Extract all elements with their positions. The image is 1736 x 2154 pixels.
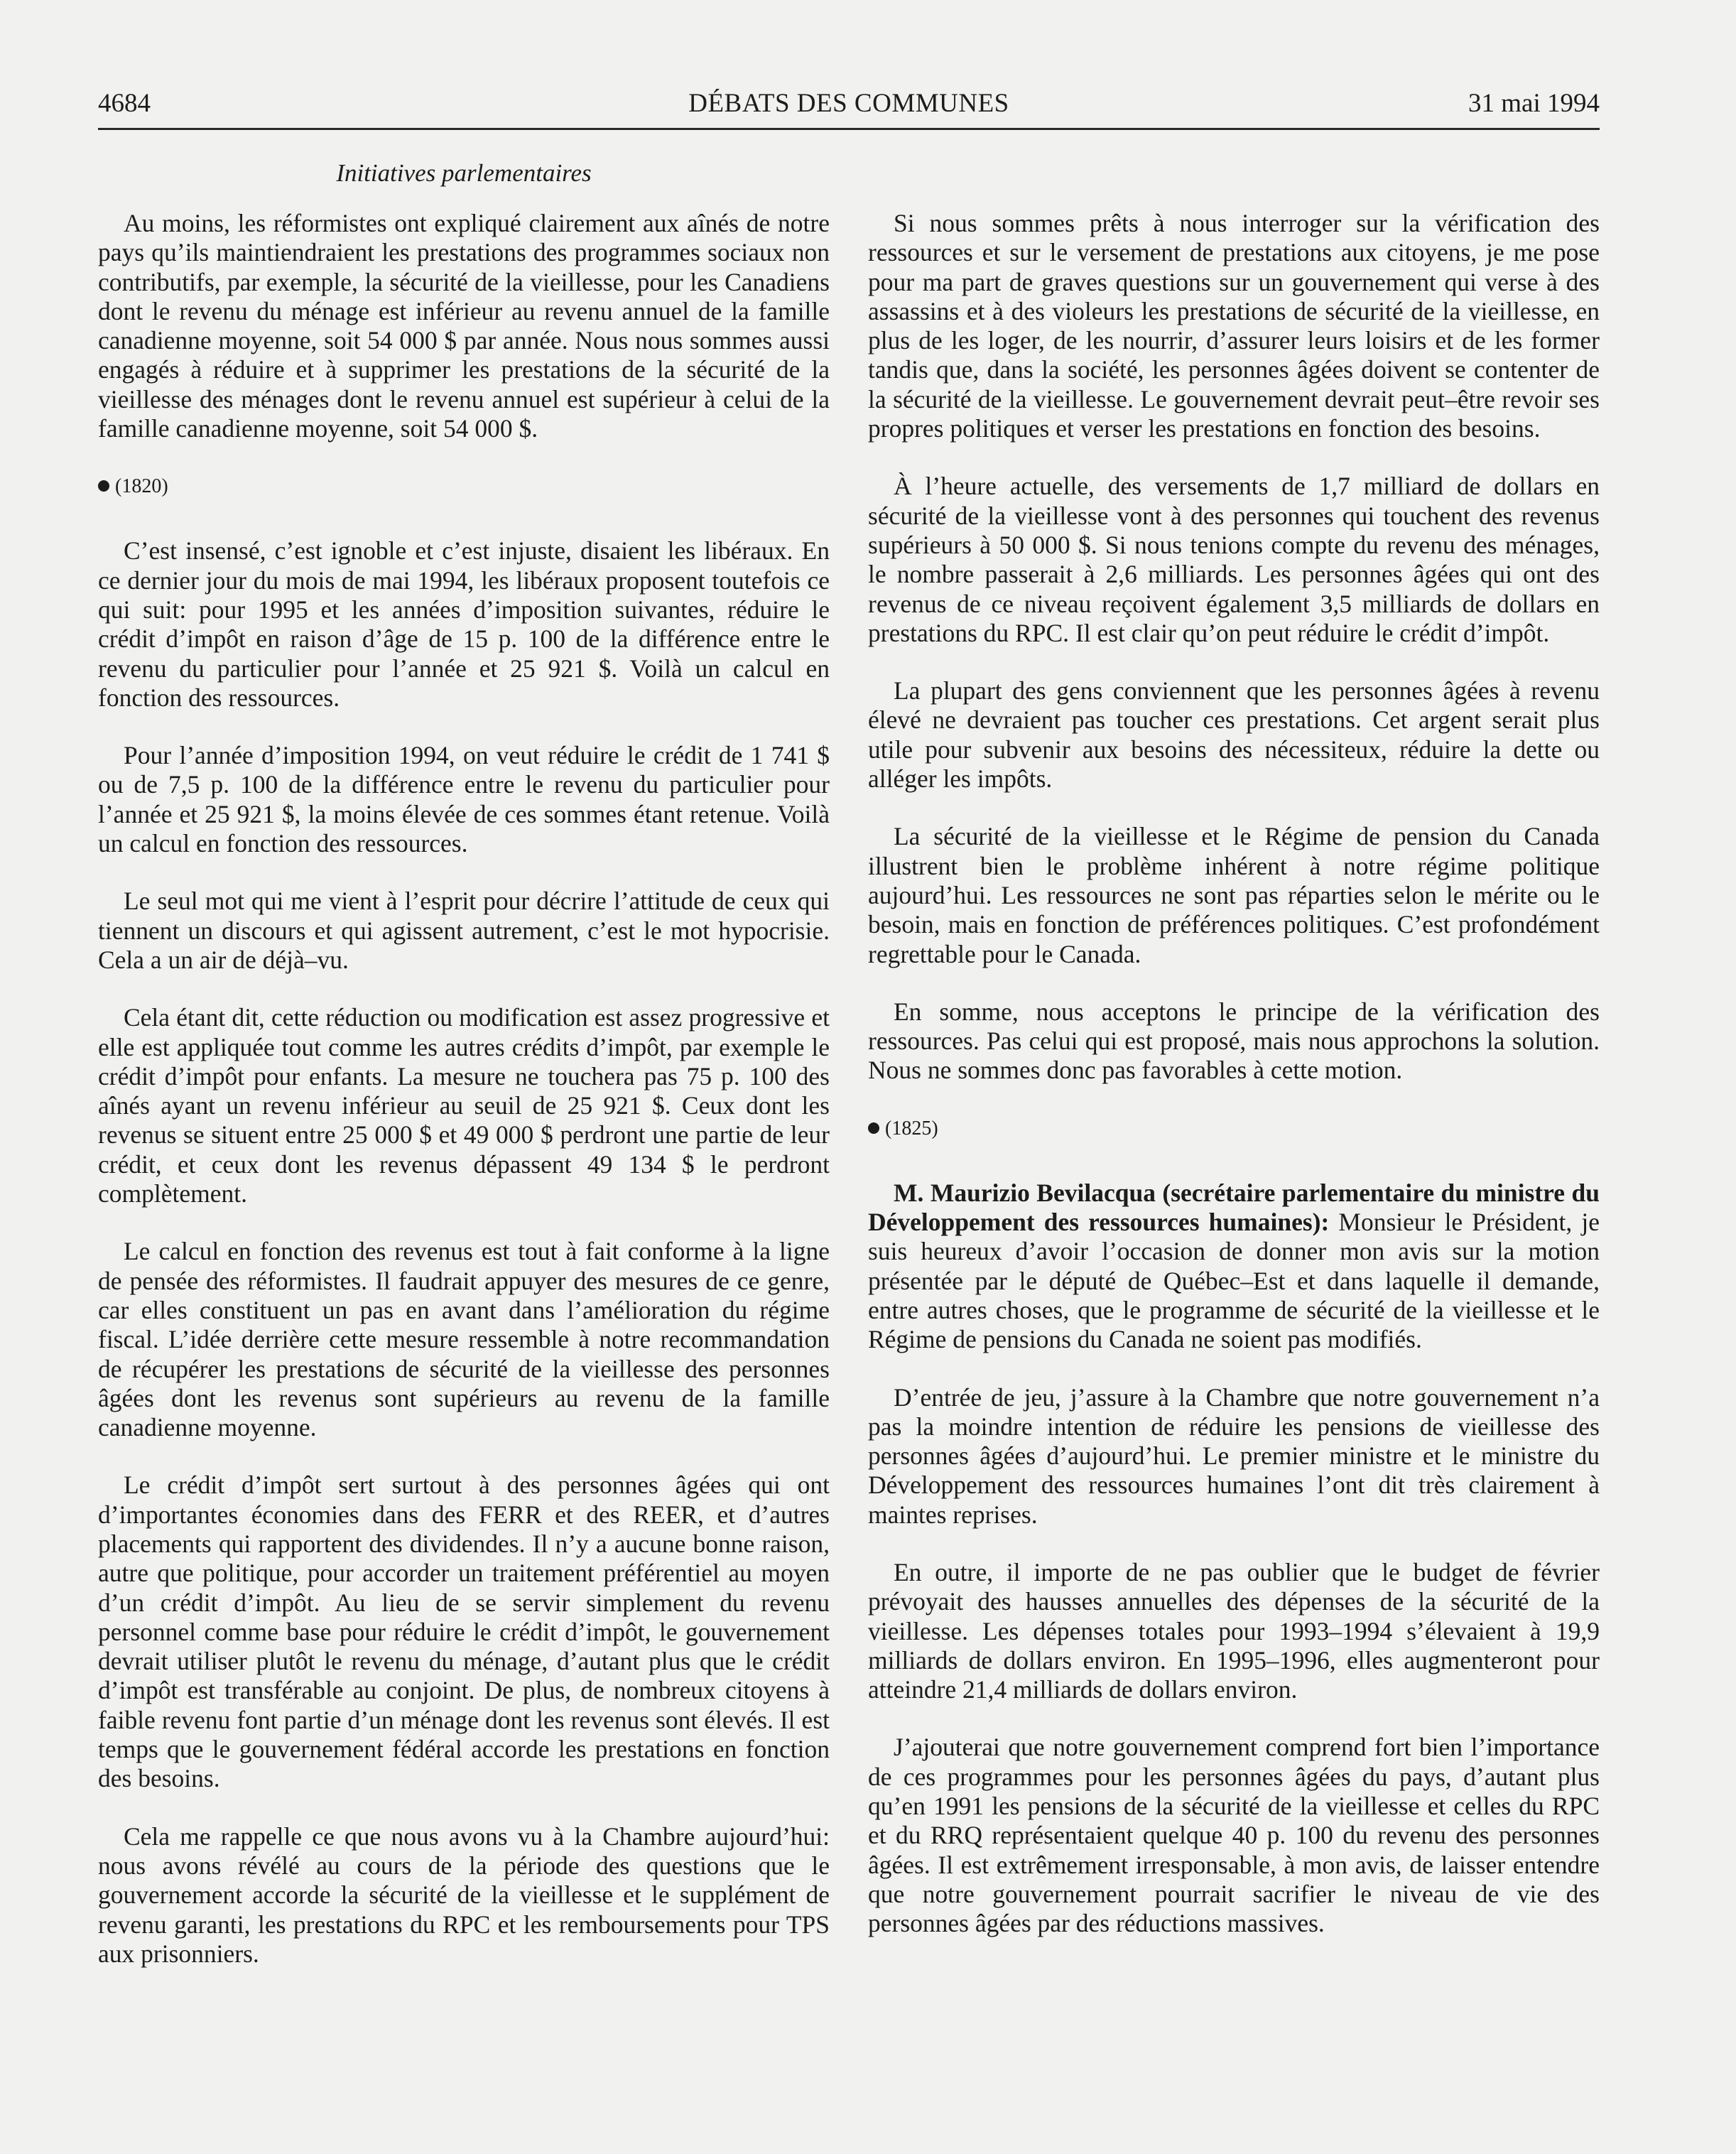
paragraph: Au moins, les réformistes ont expliqué clairement aux aînés de notre pays qu’ils maintiendraient les prestations des programmes sociaux non contributifs, par exemple, la sécurité de la vieillesse, pour les Canadiens dont le revenu du ménage est inférieur au revenu annuel de la famille canadienne moyenne, soit 54 000 $ par année. Nous nous sommes aussi engagés à réduire et à supprimer les prestations de la sécurité de la vieillesse des ménages dont le revenu annuel est supérieur à celui de la famille canadienne moyenne, soit 54 000 $. — [98, 209, 830, 443]
paragraph: En somme, nous acceptons le principe de la vérification des ressources. Pas celui qui est proposé, mais nous approchons la solution. Nous ne sommes donc pas favorables à cette motion. — [868, 997, 1600, 1085]
time-marker — [98, 472, 830, 501]
publication-title: DÉBATS DES COMMUNES — [688, 89, 1009, 118]
section-title: Initiatives parlementaires — [336, 159, 592, 187]
bullet-icon — [868, 1122, 879, 1134]
paragraph: Pour l’année d’imposition 1994, on veut réduire le crédit de 1 741 $ ou de 7,5 p. 100 de la différence entre le revenu du particulier pour l’année et 25 921 $, la moins élevée de ces sommes étant retenue. Voilà un calcul en fonction des ressources. — [98, 741, 830, 858]
time-marker-label: (1820) — [115, 475, 168, 498]
paragraph: La sécurité de la vieillesse et le Régime de pension du Canada illustrent bien le problème inhérent à notre régime politique aujourd’hui. Les ressources ne sont pas réparties selon le mérite ou le besoin, mais en fonction de préférences politiques. C’est profondément regrettable pour le Canada. — [868, 822, 1600, 968]
page-number: 4684 — [98, 89, 151, 118]
time-marker — [868, 1114, 1600, 1143]
paragraph: Le crédit d’impôt sert surtout à des personnes âgées qui ont d’importantes économies dans des FERR et des REER, et d’autres placements qui rapportent des dividendes. Il n’y a aucune bonne raison, autre que politique, pour accorder un traitement préférentiel au moyen d’un crédit d’impôt. Au lieu de se servir simplement du revenu personnel comme base pour réduire le crédit d’impôt, le gouvernement devrait utiliser plutôt le revenu du ménage, d’autant plus que le crédit d’impôt est transférable au conjoint. De plus, de nombreux citoyens à faible revenu font partie d’un ménage dont les revenus sont élevés. Il est temps que le gouvernement fédéral accorde les prestations en fonction des besoins. — [98, 1471, 830, 1793]
time-marker-label: (1825) — [885, 1117, 938, 1140]
paragraph: Cela me rappelle ce que nous avons vu à la Chambre aujourd’hui: nous avons révélé au cours de la période des questions que le gouvernement accorde la sécurité de la vieillesse et le supplément de revenu garanti, les prestations du RPC et les remboursements pour TPS aux prisonniers. — [98, 1822, 830, 1968]
header-rule — [98, 128, 1600, 130]
left-column — [98, 209, 830, 1997]
paragraph: Le calcul en fonction des revenus est tout à fait conforme à la ligne de pensée des réformistes. Il faudrait appuyer des mesures de ce genre, car elles constituent un pas en avant dans l’amélioration du régime fiscal. L’idée derrière cette mesure ressemble à notre recommandation de récupérer les prestations de sécurité de la vieillesse des personnes âgées dont les revenus sont supérieurs au revenu de la famille canadienne moyenne. — [98, 1237, 830, 1442]
paragraph: J’ajouterai que notre gouvernement comprend fort bien l’importance de ces programmes pour les personnes âgées du pays, d’autant plus qu’en 1991 les pensions de la sécurité de la vieillesse et celles du RPC et du RRQ représentaient quelque 40 p. 100 du revenu des personnes âgées. Il est extrêmement irresponsable, à mon avis, de laisser entendre que notre gouvernement pourrait sacrifier le niveau de vie des personnes âgées par des réductions massives. — [868, 1733, 1600, 1938]
paragraph: C’est insensé, c’est ignoble et c’est injuste, disaient les libéraux. En ce dernier jour du mois de mai 1994, les libéraux proposent toutefois ce qui suit: pour 1995 et les années d’imposition suivantes, réduire le crédit d’impôt en raison d’âge de 15 p. 100 de la différence entre le revenu du particulier pour l’année et 25 921 $. Voilà un calcul en fonction des ressources. — [98, 536, 830, 712]
right-column — [868, 209, 1600, 1967]
paragraph: Si nous sommes prêts à nous interroger sur la vérification des ressources et sur le versement de prestations aux citoyens, je me pose pour ma part de graves questions sur un gouvernement qui verse à des assassins et à des violeurs les prestations de sécurité de la vieillesse, en plus de les loger, de les nourrir, d’assurer leurs loisirs et de les former tandis que, dans la société, les personnes âgées doivent se contenter de la sécurité de la vieillesse. Le gouvernement devrait peut–être revoir ses propres politiques et verser les prestations en fonction des besoins. — [868, 209, 1600, 443]
paragraph: La plupart des gens conviennent que les personnes âgées à revenu élevé ne devraient pas toucher ces prestations. Cet argent serait plus utile pour subvenir aux besoins des nécessiteux, réduire la dette ou alléger les impôts. — [868, 676, 1600, 794]
page-header — [98, 84, 1600, 124]
speaker-name: M. Maurizio Bevilacqua (secrétaire parlementaire du ministre du Développement des ressources humaines): — [868, 1178, 1600, 1237]
paragraph: Cela étant dit, cette réduction ou modification est assez progressive et elle est appliquée tout comme les autres crédits d’impôt, par exemple le crédit d’impôt pour enfants. La mesure ne touchera pas 75 p. 100 des aînés ayant un revenu inférieur au seuil de 25 921 $. Ceux dont les revenus se situent entre 25 000 $ et 49 000 $ perdront une partie de leur crédit, et ceux dont les revenus dépassent 49 134 $ le perdront complètement. — [98, 1003, 830, 1208]
speaker-paragraph — [868, 1179, 1600, 1355]
paragraph: À l’heure actuelle, des versements de 1,7 milliard de dollars en sécurité de la vieillesse vont à des personnes qui touchent des revenus supérieurs à 50 000 $. Si nous tenions compte du revenu des ménages, le nombre passerait à 2,6 milliards. Les personnes âgées qui ont des revenus de ce niveau reçoivent également 3,5 milliards de dollars en prestations du RPC. Il est clair qu’on peut réduire le crédit d’impôt. — [868, 472, 1600, 647]
speaker-text: Monsieur le Président, je suis heureux d’avoir l’occasion de donner mon avis sur la motion présentée par le député de Québec–Est et dans laquelle il demande, entre autres choses, que le programme de sécurité de la vieillesse et le Régime de pensions du Canada ne soient pas modifiés. — [868, 1208, 1600, 1354]
paragraph: D’entrée de jeu, j’assure à la Chambre que notre gouvernement n’a pas la moindre intention de réduire les pensions de vieillesse des personnes âgées d’aujourd’hui. Le premier ministre et le ministre du Développement des ressources humaines l’ont dit très clairement à maintes reprises. — [868, 1382, 1600, 1529]
bullet-icon — [98, 480, 109, 492]
paragraph: En outre, il importe de ne pas oublier que le budget de février prévoyait des hausses annuelles des dépenses de la sécurité de la vieillesse. Les dépenses totales pour 1993–1994 s’élevaient à 19,9 milliards de dollars environ. En 1995–1996, elles augmenteront pour atteindre 21,4 milliards de dollars environ. — [868, 1557, 1600, 1704]
paragraph: Le seul mot qui me vient à l’esprit pour décrire l’attitude de ceux qui tiennent un discours et qui agissent autrement, c’est le mot hypocrisie. Cela a un air de déjà–vu. — [98, 887, 830, 974]
publication-date: 31 mai 1994 — [1468, 89, 1600, 118]
